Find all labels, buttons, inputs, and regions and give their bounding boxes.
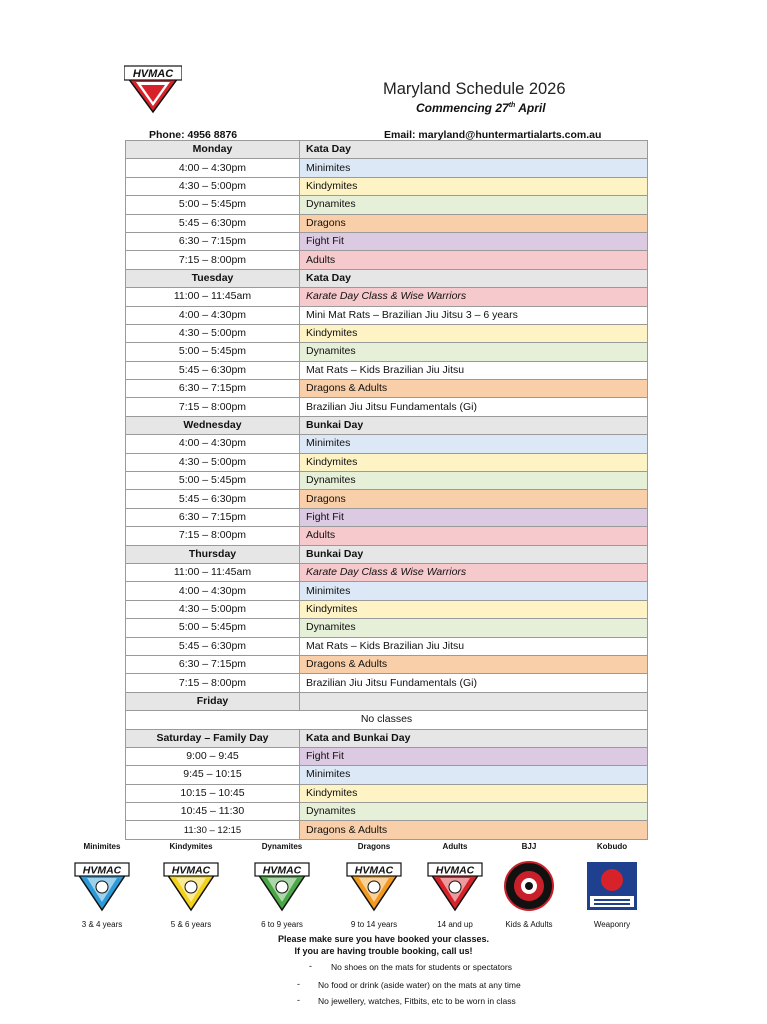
- class-name: Minimites: [300, 766, 648, 784]
- day-header: [126, 545, 648, 563]
- svg-text:HVMAC: HVMAC: [171, 864, 211, 877]
- class-time: 9:45 – 10:15: [126, 766, 300, 784]
- table-row: [126, 214, 648, 232]
- class-name: Mini Mat Rats – Brazilian Jiu Jitsu 3 – 6 years: [300, 306, 648, 324]
- rule-item: No jewellery, watches, Fitbits, etc to be worn in class: [318, 996, 516, 1006]
- belt-item: [484, 842, 574, 929]
- class-time: 5:45 – 6:30pm: [126, 214, 300, 232]
- class-name: Dragons & Adults: [300, 655, 648, 673]
- class-name: Kindymites: [300, 784, 648, 802]
- class-time: 10:15 – 10:45: [126, 784, 300, 802]
- belt-label: Dynamites: [261, 842, 303, 851]
- class-name: Dynamites: [300, 619, 648, 637]
- class-time: 5:45 – 6:30pm: [126, 361, 300, 379]
- table-row: [126, 637, 648, 655]
- class-time: 4:30 – 5:00pm: [126, 177, 300, 195]
- class-name: Fight Fit: [300, 747, 648, 765]
- belt-age: 6 to 9 years: [261, 920, 303, 929]
- day-name: Monday: [126, 141, 300, 159]
- table-row: [126, 803, 648, 821]
- class-name: Mat Rats – Kids Brazilian Jiu Jitsu: [300, 361, 648, 379]
- svg-text:HVMAC: HVMAC: [354, 864, 394, 877]
- class-name: Brazilian Jiu Jitsu Fundamentals (Gi): [300, 398, 648, 416]
- svg-text:HVMAC: HVMAC: [262, 864, 302, 877]
- table-row: [126, 398, 648, 416]
- class-name: Mat Rats – Kids Brazilian Jiu Jitsu: [300, 637, 648, 655]
- booking-note-2: If you are having trouble booking, call us!: [294, 946, 473, 956]
- page-title: Maryland Schedule 2026: [383, 80, 566, 98]
- belt-item: [329, 842, 419, 929]
- phone: Phone: 4956 8876: [149, 129, 238, 141]
- belt-label: Minimites: [83, 842, 121, 851]
- class-time: 4:00 – 4:30pm: [126, 435, 300, 453]
- class-time: 6:30 – 7:15pm: [126, 380, 300, 398]
- class-name: Minimites: [300, 435, 648, 453]
- table-row: [126, 232, 648, 250]
- table-row: [126, 177, 648, 195]
- belt-label: Adults: [442, 842, 468, 851]
- class-name: Kindymites: [300, 177, 648, 195]
- day-name: Wednesday: [126, 416, 300, 434]
- class-name: Dragons & Adults: [300, 821, 648, 839]
- rule-dash: -: [297, 979, 300, 989]
- belt-age: 3 & 4 years: [81, 920, 123, 929]
- class-name: Adults: [300, 251, 648, 269]
- belt-age: 5 & 6 years: [170, 920, 212, 929]
- class-time: 4:00 – 4:30pm: [126, 159, 300, 177]
- class-time: 7:15 – 8:00pm: [126, 251, 300, 269]
- table-row: [126, 711, 648, 729]
- table-row: [126, 490, 648, 508]
- class-time: 11:00 – 11:45am: [126, 563, 300, 581]
- subtitle: Commencing 27th April: [416, 101, 546, 115]
- class-time: 4:30 – 5:00pm: [126, 324, 300, 342]
- rule-dash: -: [309, 961, 312, 971]
- svg-text:HVMAC: HVMAC: [82, 864, 122, 877]
- table-row: [126, 784, 648, 802]
- class-name: Minimites: [300, 159, 648, 177]
- table-row: [126, 619, 648, 637]
- class-name: Dynamites: [300, 803, 648, 821]
- class-time: 7:15 – 8:00pm: [126, 398, 300, 416]
- belt-label: BJJ: [521, 842, 537, 851]
- hvmac-logo: [124, 64, 182, 114]
- table-row: [126, 288, 648, 306]
- day-name: Friday: [126, 692, 300, 710]
- table-row: [126, 159, 648, 177]
- schedule-table: [125, 140, 648, 840]
- class-time: 4:30 – 5:00pm: [126, 600, 300, 618]
- belt-item: [57, 842, 147, 929]
- day-theme: [300, 692, 648, 710]
- day-theme: Bunkai Day: [300, 545, 648, 563]
- belt-age: 14 and up: [437, 920, 473, 929]
- class-time: 5:00 – 5:45pm: [126, 619, 300, 637]
- belt-item: [146, 842, 236, 929]
- table-row: [126, 251, 648, 269]
- class-time: 11:30 – 12:15: [126, 821, 300, 839]
- table-row: [126, 435, 648, 453]
- class-name: Adults: [300, 527, 648, 545]
- belt-label: Dragons: [357, 842, 391, 851]
- table-row: [126, 508, 648, 526]
- class-time: 10:45 – 11:30: [126, 803, 300, 821]
- email: Email: maryland@huntermartialarts.com.au: [384, 129, 602, 141]
- day-theme: Kata and Bunkai Day: [300, 729, 648, 747]
- table-row: [126, 453, 648, 471]
- table-row: [126, 563, 648, 581]
- table-row: [126, 343, 648, 361]
- day-theme: Kata Day: [300, 269, 648, 287]
- class-time: 4:30 – 5:00pm: [126, 453, 300, 471]
- table-row: [126, 306, 648, 324]
- class-name: Brazilian Jiu Jitsu Fundamentals (Gi): [300, 674, 648, 692]
- class-name: Dynamites: [300, 343, 648, 361]
- day-name: Tuesday: [126, 269, 300, 287]
- class-name: Kindymites: [300, 600, 648, 618]
- hvmac-belt-logo-icon: [254, 860, 310, 912]
- belt-label: Kindymites: [169, 842, 213, 851]
- class-name: Karate Day Class & Wise Warriors: [300, 288, 648, 306]
- rule-dash: -: [297, 995, 300, 1005]
- class-time: 5:45 – 6:30pm: [126, 637, 300, 655]
- belt-item: [237, 842, 327, 929]
- class-time: 6:30 – 7:15pm: [126, 655, 300, 673]
- table-row: [126, 747, 648, 765]
- hvmac-belt-logo-icon: [163, 860, 219, 912]
- table-row: [126, 472, 648, 490]
- logo-text: HVMAC: [132, 68, 174, 80]
- day-header: [126, 692, 648, 710]
- table-row: [126, 527, 648, 545]
- day-theme: Bunkai Day: [300, 416, 648, 434]
- rule-item: No shoes on the mats for students or spectators: [331, 962, 512, 972]
- class-time: 5:45 – 6:30pm: [126, 490, 300, 508]
- table-row: [126, 582, 648, 600]
- table-row: [126, 196, 648, 214]
- belt-age: Kids & Adults: [505, 920, 553, 929]
- class-time: 4:00 – 4:30pm: [126, 582, 300, 600]
- belt-item: [567, 842, 657, 929]
- class-time: 7:15 – 8:00pm: [126, 527, 300, 545]
- class-name: Dynamites: [300, 196, 648, 214]
- rule-item: No food or drink (aside water) on the mats at any time: [318, 980, 521, 990]
- class-time: 7:15 – 8:00pm: [126, 674, 300, 692]
- bjj-seal-icon: [501, 860, 557, 912]
- class-time: 9:00 – 9:45: [126, 747, 300, 765]
- table-row: [126, 361, 648, 379]
- booking-note: Please make sure you have booked your classes.: [277, 934, 490, 944]
- class-name: Dragons & Adults: [300, 380, 648, 398]
- day-header: [126, 729, 648, 747]
- table-row: [126, 600, 648, 618]
- class-time: 6:30 – 7:15pm: [126, 508, 300, 526]
- class-name: Fight Fit: [300, 508, 648, 526]
- table-row: [126, 766, 648, 784]
- table-row: [126, 380, 648, 398]
- class-time: 4:00 – 4:30pm: [126, 306, 300, 324]
- class-name: Kindymites: [300, 453, 648, 471]
- day-header: [126, 141, 648, 159]
- day-header: [126, 269, 648, 287]
- class-name: Dragons: [300, 490, 648, 508]
- belt-label: Kobudo: [596, 842, 628, 851]
- day-header: [126, 416, 648, 434]
- class-name: Dragons: [300, 214, 648, 232]
- hvmac-belt-logo-icon: [427, 860, 483, 912]
- class-time: 5:00 – 5:45pm: [126, 472, 300, 490]
- table-row: [126, 821, 648, 839]
- class-time: 6:30 – 7:15pm: [126, 232, 300, 250]
- class-time: 11:00 – 11:45am: [126, 288, 300, 306]
- table-row: [126, 655, 648, 673]
- table-row: [126, 674, 648, 692]
- belt-age: 9 to 14 years: [350, 920, 398, 929]
- hvmac-belt-logo-icon: [346, 860, 402, 912]
- kobudo-emblem-icon: [584, 860, 640, 912]
- day-name: Saturday – Family Day: [126, 729, 300, 747]
- hvmac-belt-logo-icon: [74, 860, 130, 912]
- day-theme: Kata Day: [300, 141, 648, 159]
- svg-text:HVMAC: HVMAC: [435, 864, 475, 877]
- class-name: Dynamites: [300, 472, 648, 490]
- class-name: Minimites: [300, 582, 648, 600]
- no-classes: No classes: [126, 711, 648, 729]
- table-row: [126, 324, 648, 342]
- class-name: Kindymites: [300, 324, 648, 342]
- class-time: 5:00 – 5:45pm: [126, 343, 300, 361]
- class-time: 5:00 – 5:45pm: [126, 196, 300, 214]
- belt-age: Weaponry: [593, 920, 631, 929]
- class-name: Karate Day Class & Wise Warriors: [300, 563, 648, 581]
- class-name: Fight Fit: [300, 232, 648, 250]
- day-name: Thursday: [126, 545, 300, 563]
